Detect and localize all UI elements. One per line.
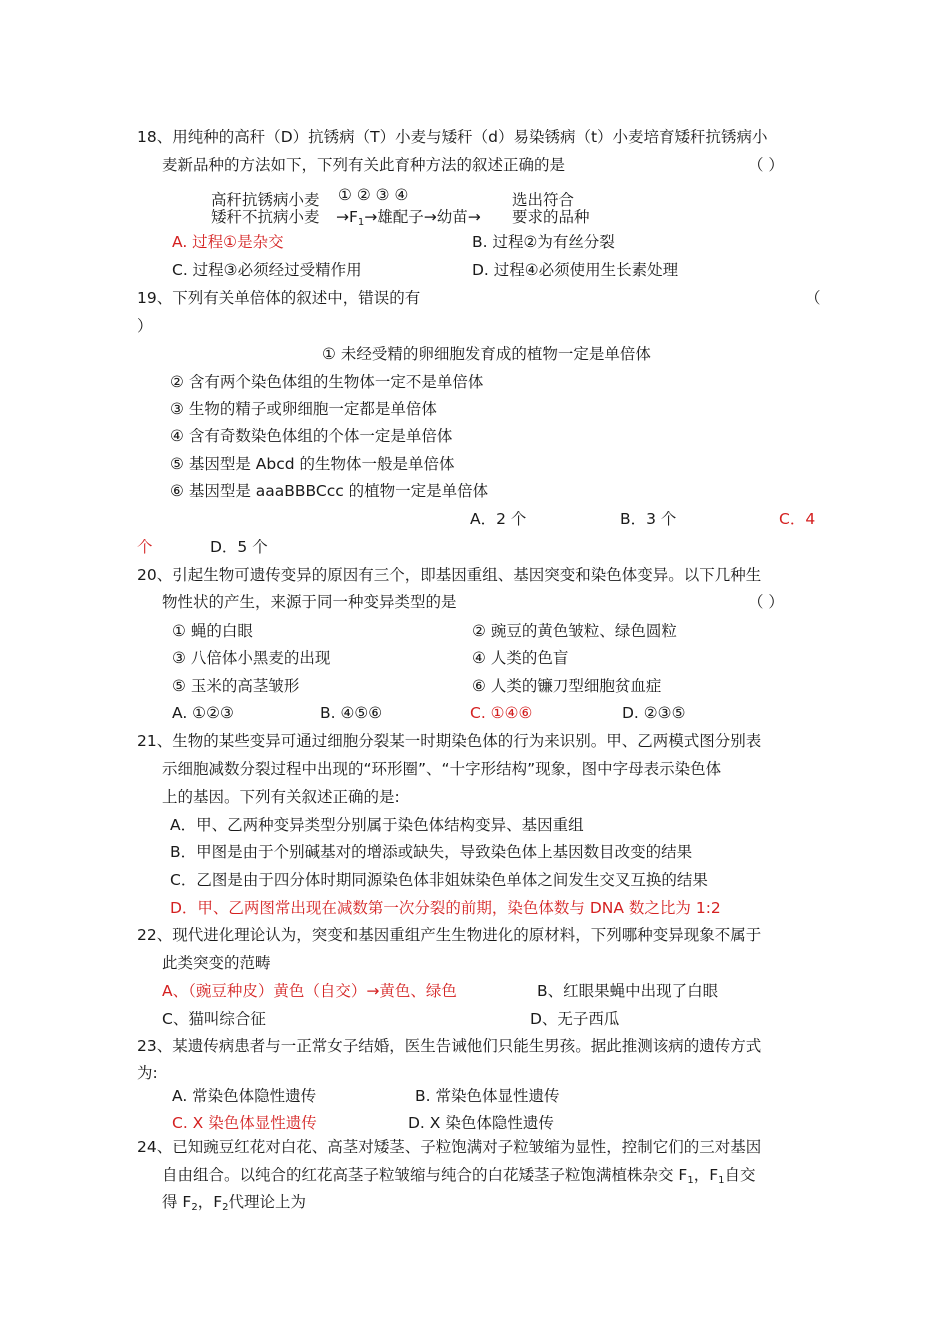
q19-option-b: B．3 个: [620, 510, 677, 528]
q19-option-a: A．2 个: [470, 510, 527, 528]
q20-item-2: ② 豌豆的黄色皱粒、绿色圆粒: [472, 622, 677, 640]
q20-option-b: B. ④⑤⑥: [320, 704, 383, 722]
q20-stem-line2: 物性状的产生，来源于同一种变异类型的是: [162, 593, 457, 611]
diagram-f1-subscript: 1: [357, 217, 365, 228]
q18-stem-line1: 18、用纯种的高秆（D）抗锈病（T）小麦与矮秆（d）易染锈病（t）小麦培育矮秆抗锈病小: [137, 128, 768, 146]
q24-line2-text-b: ，F: [693, 1166, 719, 1184]
q20-answer-paren: （ ）: [748, 593, 784, 611]
q23-option-a: A. 常染色体隐性遗传: [172, 1087, 317, 1105]
q19-option-c-cont: 个: [137, 538, 153, 556]
q22-option-b: B、红眼果蝇中出现了白眼: [537, 982, 719, 1000]
q24-line3-text-b: ，F: [197, 1193, 223, 1211]
q20-item-6: ⑥ 人类的镰刀型细胞贫血症: [472, 677, 662, 695]
diagram-arrow-f1: →F: [336, 208, 358, 226]
q22-stem-line1: 22、现代进化理论认为，突变和基因重组产生生物进化的原材料，下列哪种变异现象不属于: [137, 926, 762, 944]
q18-option-b: B. 过程②为有丝分裂: [472, 233, 615, 251]
q19-option-c: C．4: [779, 510, 816, 528]
q19-item-6: ⑥ 基因型是 aaaBBBCcc 的植物一定是单倍体: [170, 482, 489, 500]
q22-option-a: A、（豌豆种皮）黄色（自交）→黄色、绿色: [162, 982, 457, 1000]
q24-line2-text-c: 自交: [724, 1166, 756, 1184]
q19-paren-open: （: [805, 289, 821, 307]
q18-stem-line2: 麦新品种的方法如下，下列有关此育种方法的叙述正确的是: [162, 156, 566, 174]
q20-item-3: ③ 八倍体小黑麦的出现: [172, 649, 331, 667]
q19-stem: 19、下列有关单倍体的叙述中，错误的有: [137, 289, 421, 307]
diagram-result-line2: 要求的品种: [512, 208, 590, 226]
q21-option-c: C．乙图是由于四分体时期同源染色体非姐妹染色单体之间发生交叉互换的结果: [170, 871, 708, 889]
q20-item-4: ④ 人类的色盲: [472, 649, 569, 667]
q18-option-a: A. 过程①是杂交: [172, 233, 284, 251]
q24-f1-subscript: 1: [687, 1175, 694, 1186]
q20-item-1: ① 蝇的白眼: [172, 622, 253, 640]
q18-option-c: C. 过程③必须经过受精作用: [172, 261, 362, 279]
q20-option-a: A. ①②③: [172, 704, 234, 722]
q24-stem-line1: 24、已知豌豆红花对白花、高茎对矮茎、子粒饱满对子粒皱缩为显性，控制它们的三对基因: [137, 1138, 762, 1156]
q23-option-d: D. X 染色体隐性遗传: [408, 1114, 554, 1132]
q19-paren-close: ）: [137, 317, 153, 335]
q22-option-c: C、猫叫综合征: [162, 1010, 266, 1028]
q23-option-b: B. 常染色体显性遗传: [415, 1087, 560, 1105]
q20-item-5: ⑤ 玉米的高茎皱形: [172, 677, 300, 695]
q19-item-3: ③ 生物的精子或卵细胞一定都是单倍体: [170, 400, 437, 418]
q20-stem-line1: 20、引起生物可遗传变异的原因有三个，即基因重组、基因突变和染色体变异。以下几种生: [137, 566, 762, 584]
q21-stem-line2: 示细胞减数分裂过程中出现的“环形圈”、“十字形结构”现象，图中字母表示染色体: [162, 760, 722, 778]
q24-f2-subscript-2: 2: [222, 1202, 229, 1213]
q24-line3-text-a: 得 F: [162, 1193, 192, 1211]
q20-option-d: D. ②③⑤: [622, 704, 686, 722]
q21-stem-line1: 21、生物的某些变异可通过细胞分裂某一时期染色体的行为来识别。甲、乙两模式图分别表: [137, 732, 762, 750]
q18-option-d: D. 过程④必须使用生长素处理: [472, 261, 679, 279]
q22-option-d: D、无子西瓜: [530, 1010, 620, 1028]
diagram-step-numbers: ① ② ③ ④: [338, 186, 409, 204]
q19-option-d: D．5 个: [210, 538, 268, 556]
q21-stem-line3: 上的基因。下列有关叙述正确的是:: [162, 788, 400, 806]
diagram-result-line1: 选出符合: [512, 191, 575, 209]
q19-item-5: ⑤ 基因型是 Abcd 的生物体一般是单倍体: [170, 455, 455, 473]
q23-stem-line2: 为:: [137, 1064, 158, 1082]
q19-item-1: ① 未经受精的卵细胞发育成的植物一定是单倍体: [322, 345, 651, 363]
q21-option-d: D．甲、乙两图常出现在减数第一次分裂的前期，染色体数与 DNA 数之比为 1:2: [170, 899, 721, 917]
q24-line3-text-c: 代理论上为: [228, 1193, 307, 1211]
q21-option-a: A．甲、乙两种变异类型分别属于染色体结构变异、基因重组: [170, 816, 584, 834]
q19-item-4: ④ 含有奇数染色体组的个体一定是单倍体: [170, 427, 453, 445]
q21-option-b: B．甲图是由于个别碱基对的增添或缺失，导致染色体上基因数目改变的结果: [170, 843, 693, 861]
q19-item-2: ② 含有两个染色体组的生物体一定不是单倍体: [170, 373, 484, 391]
q24-f2-subscript: 2: [191, 1202, 198, 1213]
q24-line2-text-a: 自由组合。以纯合的红花高茎子粒皱缩与纯合的白花矮茎子粒饱满植株杂交 F: [162, 1166, 688, 1184]
q23-option-c: C. X 染色体显性遗传: [172, 1114, 317, 1132]
q24-stem-line3: [162, 1192, 306, 1218]
q24-stem-line2: [162, 1165, 756, 1191]
diagram-parent1: 高秆抗锈病小麦: [211, 191, 320, 209]
q18-answer-paren: （ ）: [748, 156, 784, 174]
q20-option-c: C. ①④⑥: [470, 704, 533, 722]
diagram-parent2: 矮秆不抗病小麦: [211, 208, 320, 226]
diagram-flow-rest: →雄配子→幼苗→: [364, 208, 481, 226]
q22-stem-line2: 此类突变的范畴: [162, 954, 271, 972]
q24-f1-subscript-2: 1: [718, 1175, 725, 1186]
diagram-flow: [336, 207, 481, 233]
q23-stem-line1: 23、某遗传病患者与一正常女子结婚，医生告诫他们只能生男孩。据此推测该病的遗传方式: [137, 1037, 762, 1055]
